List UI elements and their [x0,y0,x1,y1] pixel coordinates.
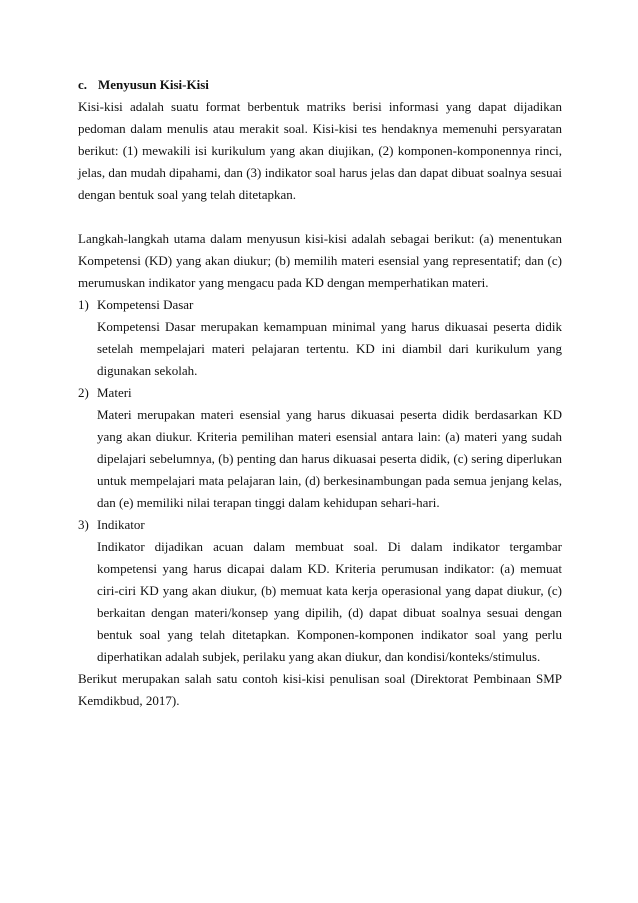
list-item-title: Indikator [97,517,145,532]
list-item-body: Materi merupakan materi esensial yang harus dikuasai peserta didik berdasarkan KD yang akan diukur. Kriteria pemilihan materi esensial antara lain: (a) materi yang sudah dipelajari sebelumnya, (b) penting dan harus dikuasai peserta didik, (c) sering diperlukan untuk mempelajari mata pelajaran lain, (d) berkesinambungan pada semua jenjang kelas, dan (e) memiliki nilai terapan tinggi dalam kehidupan sehari-hari. [97,407,562,510]
list-item-indikator [78,514,562,668]
document-body [78,74,562,712]
list-item-number: 3) [78,517,89,532]
criteria-list [78,294,562,668]
list-item-title: Kompetensi Dasar [97,297,194,312]
section-title: Menyusun Kisi-Kisi [98,77,209,92]
list-item-kompetensi-dasar [78,294,562,382]
section-number: c. [78,77,88,92]
section-heading [78,74,562,96]
list-item-number: 1) [78,297,89,312]
paragraph-spacer [78,206,562,228]
list-item-title: Materi [97,385,132,400]
list-item-body: Kompetensi Dasar merupakan kemampuan minimal yang harus dikuasai peserta didik setelah mempelajari materi pelajaran tertentu. KD ini diambil dari kurikulum yang digunakan sekolah. [97,319,562,378]
list-item-number: 2) [78,385,89,400]
closing-paragraph: Berikut merupakan salah satu contoh kisi-kisi penulisan soal (Direktorat Pembinaan SMP Kemdikbud, 2017). [78,671,562,708]
list-item-materi [78,382,562,514]
intro-paragraph: Kisi-kisi adalah suatu format berbentuk matriks berisi informasi yang dapat dijadikan pedoman dalam menulis atau merakit soal. Kisi-kisi tes hendaknya memenuhi persyaratan berikut: (1) mewakili isi kurikulum yang akan diujikan, (2) komponen-komponennya rinci, jelas, dan mudah dipahami, dan (3) indikator soal harus jelas dan dapat dibuat soalnya sesuai dengan bentuk soal yang telah ditetapkan. [78,99,562,202]
steps-paragraph: Langkah-langkah utama dalam menyusun kisi-kisi adalah sebagai berikut: (a) menentukan Kompetensi (KD) yang akan diukur; (b) memilih materi esensial yang representatif; dan (c) merumuskan indikator yang mengacu pada KD dengan memperhatikan materi. [78,231,562,290]
list-item-body: Indikator dijadikan acuan dalam membuat soal. Di dalam indikator tergambar kompetensi yang harus dicapai dalam KD. Kriteria perumusan indikator: (a) memuat ciri-ciri KD yang akan diukur, (b) memuat kata kerja operasional yang dapat diukur, (c) berkaitan dengan materi/konsep yang dipilih, (d) dapat dibuat soalnya sesuai dengan bentuk soal yang telah ditetapkan. Komponen-komponen indikator soal yang perlu diperhatikan adalah subjek, perilaku yang akan diukur, dan kondisi/konteks/stimulus. [97,539,562,664]
